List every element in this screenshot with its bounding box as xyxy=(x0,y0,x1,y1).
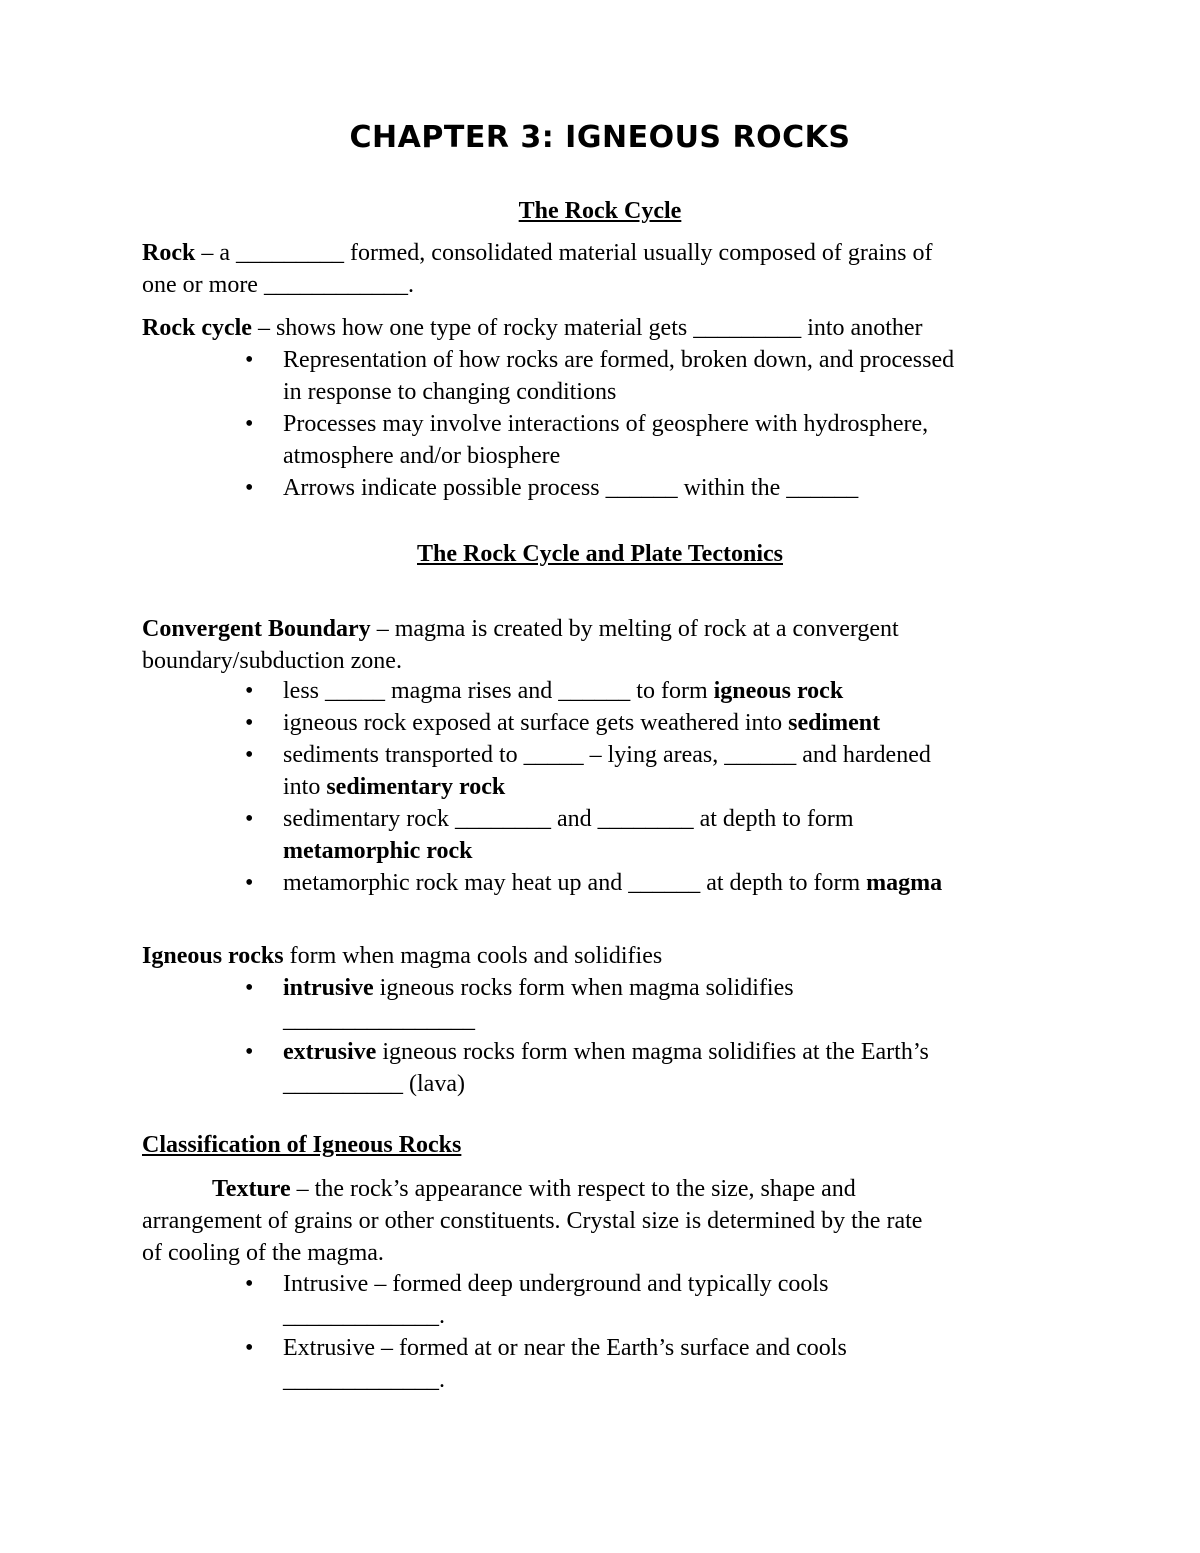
bullet-icon: • xyxy=(245,975,254,1001)
list-item-text: into xyxy=(283,774,327,800)
list-item xyxy=(245,1268,1045,1332)
rock-definition-line1 xyxy=(142,237,1072,269)
convergent-line2: boundary/subduction zone. xyxy=(142,648,402,674)
intrusive-term: intrusive xyxy=(283,975,374,1001)
bullet-icon: • xyxy=(245,870,254,896)
list-item-bold: metamorphic rock xyxy=(283,838,473,864)
list-item-line xyxy=(283,771,1045,803)
list-item xyxy=(245,472,1045,504)
list-item-line: Extrusive – formed at or near the Earth’s surface and cools xyxy=(283,1335,847,1361)
plate-tectonics-bullet-list xyxy=(245,675,1045,899)
bullet-icon: • xyxy=(245,411,254,437)
list-item-line xyxy=(283,972,1045,1004)
section-heading-rock-cycle: The Rock Cycle xyxy=(518,198,682,224)
rock-term: Rock xyxy=(142,240,196,266)
texture-text: – the rock’s appearance with respect to the size, shape and xyxy=(290,1176,856,1202)
bullet-icon: • xyxy=(245,347,254,373)
igneous-rocks-term: Igneous rocks xyxy=(142,943,284,969)
list-item xyxy=(245,707,1045,739)
rock-definition-line2: one or more ____________. xyxy=(142,272,414,298)
list-item-line: Arrows indicate possible process ______ within the ______ xyxy=(283,475,859,501)
list-item xyxy=(245,1332,1045,1396)
list-item-line: _____________. xyxy=(283,1303,445,1329)
extrusive-term: extrusive xyxy=(283,1039,377,1065)
list-item xyxy=(245,1036,1045,1100)
list-item-text: less _____ magma rises and ______ to form xyxy=(283,678,714,704)
list-item-text: metamorphic rock may heat up and ______ at depth to form xyxy=(283,870,867,896)
section-heading-classification: Classification of Igneous Rocks xyxy=(142,1132,462,1158)
list-item xyxy=(245,867,1045,899)
list-item-line: atmosphere and/or biosphere xyxy=(283,443,561,469)
bullet-icon: • xyxy=(245,475,254,501)
texture-definition-continued xyxy=(142,1205,1072,1269)
igneous-rocks-intro xyxy=(142,940,1072,972)
list-item-bold: sedimentary rock xyxy=(326,774,506,800)
texture-bullet-list xyxy=(245,1268,1045,1396)
texture-line1 xyxy=(142,1173,1072,1205)
convergent-text: – magma is created by melting of rock at a convergent xyxy=(370,616,899,642)
texture-definition xyxy=(142,1173,1072,1205)
rock-cycle-term: Rock cycle xyxy=(142,315,252,341)
list-item-line: in response to changing conditions xyxy=(283,379,617,405)
list-item xyxy=(245,803,1045,867)
list-item xyxy=(245,344,1045,408)
list-item xyxy=(245,972,1045,1036)
extrusive-text: igneous rocks form when magma solidifies at the Earth’s xyxy=(376,1039,929,1065)
igneous-rocks-text: form when magma cools and solidifies xyxy=(283,943,663,969)
bullet-icon: • xyxy=(245,710,254,736)
list-item xyxy=(245,408,1045,472)
bullet-icon: • xyxy=(245,1039,254,1065)
chapter-title: CHAPTER 3: IGNEOUS ROCKS xyxy=(349,120,851,155)
convergent-line1 xyxy=(142,613,1072,645)
list-item-bold: sediment xyxy=(788,710,881,736)
bullet-icon: • xyxy=(245,1271,254,1297)
rock-cycle-definition-text: – shows how one type of rocky material gets _________ into another xyxy=(251,315,923,341)
list-item-line: Processes may involve interactions of geosphere with hydrosphere, xyxy=(283,411,929,437)
texture-term: Texture xyxy=(212,1176,291,1202)
list-item-line: __________ (lava) xyxy=(283,1071,465,1097)
rock-definition xyxy=(142,237,1072,301)
convergent-term: Convergent Boundary xyxy=(142,616,371,642)
list-item-bold: magma xyxy=(866,870,943,896)
igneous-bullet-list xyxy=(245,972,1045,1100)
list-item-line xyxy=(283,1036,1045,1068)
list-item xyxy=(245,739,1045,803)
list-item-text: igneous rock exposed at surface gets weathered into xyxy=(283,710,789,736)
convergent-boundary-definition xyxy=(142,613,1072,677)
list-item-line: sedimentary rock ________ and ________ at depth to form xyxy=(283,806,854,832)
rock-cycle-bullet-list xyxy=(245,344,1045,504)
list-item-line xyxy=(283,835,1045,867)
rock-definition-text: – a _________ formed, consolidated material usually composed of grains of xyxy=(195,240,933,266)
list-item xyxy=(245,675,1045,707)
rock-cycle-definition xyxy=(142,312,1072,344)
bullet-icon: • xyxy=(245,742,254,768)
intrusive-text: igneous rocks form when magma solidifies xyxy=(373,975,794,1001)
texture-line3: of cooling of the magma. xyxy=(142,1240,384,1266)
list-item-bold: igneous rock xyxy=(713,678,844,704)
list-item-line: Intrusive – formed deep underground and typically cools xyxy=(283,1271,829,1297)
bullet-icon: • xyxy=(245,806,254,832)
list-item-line: Representation of how rocks are formed, broken down, and processed xyxy=(283,347,955,373)
list-item-line: _____________. xyxy=(283,1367,445,1393)
bullet-icon: • xyxy=(245,1335,254,1361)
texture-line2: arrangement of grains or other constituents. Crystal size is determined by the rate xyxy=(142,1208,923,1234)
section-heading-plate-tectonics: The Rock Cycle and Plate Tectonics xyxy=(417,541,783,567)
list-item-line: ________________ xyxy=(283,1007,475,1033)
list-item-line: sediments transported to _____ – lying areas, ______ and hardened xyxy=(283,742,931,768)
bullet-icon: • xyxy=(245,678,254,704)
